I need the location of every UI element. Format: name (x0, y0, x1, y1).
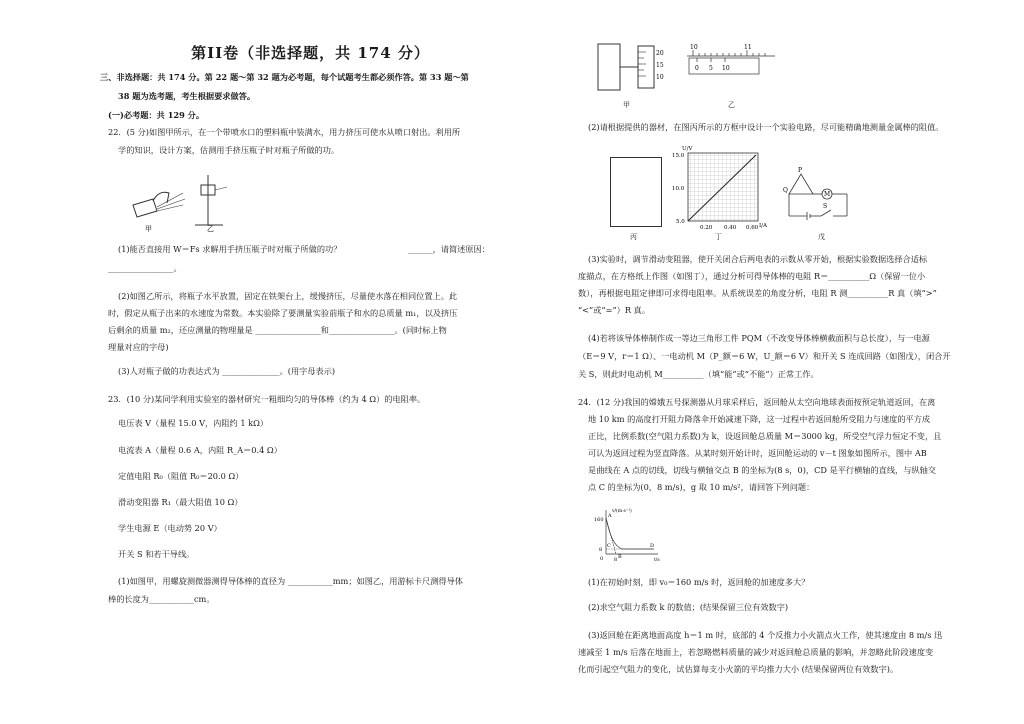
fig-label-jia: 甲 (145, 225, 152, 233)
q22-part2-line3: 后剩余的质量 m₂，还应测量的物理量是 ________________和________________。(同时标上物 (108, 325, 447, 335)
caliper-main-10: 10 (690, 44, 698, 51)
q22-part2-line2: 时，假定从瓶子出来的水速度为常数。本实验除了要测量实验前瓶子和水的总质量 m₁，以及挤压 (108, 308, 458, 318)
q23-item-switch: 开关 S 和若干导线。 (118, 549, 195, 559)
q23-part4-line2: （E＝9 V，r＝1 Ω）、一电动机 M（P_额＝6 W，U_额＝6 V）和开关 S 连成回路（如图戊），闭合开 (578, 351, 951, 361)
q22-part2-line1: (2)如图乙所示，将瓶子水平放置，固定在铁架台上，缓慢挤压，尽量使水落在相同位置上。此 (118, 291, 458, 301)
q24-part1: (1)在初始时刻，即 v₀＝160 m/s 时，返回舱的加速度多大？ (588, 577, 810, 587)
water-spray-lines (157, 193, 185, 211)
q23-part3-line1: (3)实验时，调节滑动变阻器，使开关闭合后两电表的示数从零开始，根据实验数据选择合适标 (588, 254, 928, 264)
vt-origin: 0 (600, 556, 604, 562)
caliper-figure (683, 42, 778, 82)
section-instruction-1: 三、非选择题：共 174 分。第 22 题～第 32 题为必考题，每个试题考生都必须作答。第 33 题～第 (100, 72, 469, 82)
bottle-body (133, 199, 157, 217)
caliper-main-11: 11 (744, 44, 752, 51)
q23-part1-line1: (1)如图甲，用螺旋测微器测得导体棒的直径为 ___________mm；如图乙，用游标卡尺测得导体 (118, 576, 463, 586)
q23-item-rheostat: 滑动变阻器 R₁（最大阻值 10 Ω） (118, 497, 243, 507)
fig-label-bing: 丙 (630, 233, 637, 241)
q23-part1-line2: 棒的长度为___________cm。 (108, 594, 215, 604)
fig-label-ding: 丁 (715, 233, 722, 241)
page-title: 第II卷（非选择题，共 174 分） (191, 44, 430, 62)
required-heading: (一)必考题：共 129 分。 (108, 110, 205, 120)
micrometer-tick-20: 20 (656, 50, 664, 57)
q23-item-resistor: 定值电阻 R₀（阻值 R₀＝20.0 Ω） (118, 471, 244, 481)
caliper-vernier-0: 0 (695, 65, 699, 72)
circuit-wu (783, 166, 855, 228)
triangle-conductor (789, 174, 813, 194)
q24-part2: (2)求空气阻力系数 k 的数值；(结果保留三位有效数字) (588, 602, 789, 612)
vt-point-d: D (650, 543, 655, 549)
q24-line1: 24．(12 分)我国的嫦娥五号探测器从月球采样后，返回舱从太空向地球表面按预定轨道返回，在离 (578, 397, 936, 407)
vt-x8: 8 (614, 557, 618, 563)
micrometer-tick-15: 15 (656, 62, 664, 69)
q24-part3-line3: 化而引起空气阻力的变化，试估算每支小火箭的平均推力大小 (结果保留两位有效数字)。 (578, 664, 899, 674)
q22-part1-answer: ______，请简述原因： (408, 244, 490, 254)
ui-xtick-040: 0.40 (724, 225, 737, 231)
vt-y160: 160 (594, 517, 604, 523)
q23-part3-line4: “<”或“=”）R 真。 (578, 305, 650, 315)
q23-part3-line3: 数），再根据电阻定律即可求得电阻率。从系统误差的角度分析，电阻 R 测__________R 真（填“>” (578, 288, 937, 298)
q24-line2: 地 10 km 的高度打开阻力降落伞开始减速下降，这一过程中若返回舱所受阻力与速度的平方成 (588, 414, 931, 424)
hand-outline (153, 192, 169, 203)
q22-line2: 学的知识，设计方案，估测用手挤压瓶子时对瓶子所做的功。 (118, 145, 340, 155)
ui-graph (670, 143, 770, 233)
fig-label-jia-right: 甲 (623, 101, 630, 109)
q23-item-source: 学生电源 E（电动势 20 V） (118, 523, 222, 533)
vt-point-c: C (607, 543, 611, 549)
q22-part3: (3)人对瓶子做的功表达式为 ______________。(用字母表示) (118, 366, 336, 376)
vt-y8: 8 (599, 547, 603, 553)
caliper-vernier-10: 10 (722, 65, 730, 72)
q22-figure (123, 163, 233, 233)
q23-part4-line3: 关 S，则此时电动机 M__________（填“能”或“不能”）正常工作。 (578, 369, 819, 379)
vt-xlabel: t/s (654, 558, 660, 563)
vt-curve (606, 518, 654, 549)
ui-xlabel: I/A (759, 223, 767, 229)
micrometer-frame (598, 44, 620, 90)
q24-line3: 正比，比例系数(空气阻力系数)为 k，设返回舱总质量 M＝3000 kg，所受空气浮力恒定不变，且 (588, 431, 942, 441)
q23-intro: 23．(10 分)某同学利用实验室的器材研究一粗细均匀的导体棒（约为 4 Ω）的电阻率。 (108, 394, 426, 404)
caliper-vernier-5: 5 (709, 65, 713, 72)
circuit-label-p: P (798, 167, 803, 174)
micrometer-tick-10: 10 (656, 74, 664, 81)
circuit-label-q: Q (783, 187, 788, 194)
circuit-design-box (610, 157, 662, 227)
section-instruction-2: 38 题为选考题，考生根据要求做答。 (118, 91, 256, 101)
switch-symbol (821, 210, 831, 216)
fig-label-wu: 戊 (818, 233, 825, 241)
q24-part3-line1: (3)返回舱在距离地面高度 h＝1 m 时，底部的 4 个反推力小火箭点火工作，使其速度由 8 m/s 迅 (588, 630, 943, 640)
ui-ytick-15: 15.0 (672, 153, 685, 159)
ui-ylabel: U/V (682, 146, 693, 152)
micrometer-figure (596, 38, 666, 100)
ui-xtick-020: 0.20 (700, 225, 713, 231)
q24-line5: 是曲线在 A 点的切线，切线与横轴交点 B 的坐标为(8 s，0)，CD 是平行横轴的直线，与纵轴交 (588, 465, 936, 475)
water-jet (215, 187, 227, 190)
ui-ytick-5: 5.0 (676, 219, 685, 225)
q22-part1-question: (1)能否直接用 W＝Fs 求解用手挤压瓶子时对瓶子所做的功？ (118, 244, 342, 254)
q24-part3-line2: 速减至 1 m/s 后落在地面上，若忽略燃料质量的减少对返回舱总质量的影响，并忽略此阶段速度变 (578, 647, 934, 657)
q23-part3-line2: 度描点，在方格纸上作图（如图丁），通过分析可得导体棒的电阻 R＝__________Ω（保留一位小 (578, 271, 926, 281)
q24-line4: 可认为返回过程为竖直降落。从某时刻开始计时，返回舱运动的 v－t 图象如图所示，图中 AB (588, 448, 927, 458)
q22-part2-line4: 理量对应的字母) (108, 342, 169, 352)
vt-point-a: A (608, 513, 612, 519)
ui-ytick-10: 10.0 (672, 186, 685, 192)
fig-label-yi-right: 乙 (728, 101, 735, 109)
q22-part1-reason: ________________。 (108, 263, 182, 273)
fig-label-yi: 乙 (207, 225, 214, 233)
q24-line6: 点 C 的坐标为(0，8 m/s)，g 取 10 m/s²，请回答下列问题： (588, 482, 815, 492)
vt-point-b: B (618, 554, 622, 560)
q22-line1: 22．(5 分)如图甲所示，在一个带喷水口的塑料瓶中装满水，用力挤压可使水从喷口射出。利用所 (108, 127, 461, 137)
q23-item-ammeter: 电流表 A（量程 0.6 A，内阻 R_A＝0.4 Ω） (118, 445, 282, 455)
circuit-label-m: M (824, 191, 831, 198)
circuit-label-s: S (823, 203, 828, 210)
ui-xtick-060: 0.60 (746, 225, 759, 231)
vt-ylabel: v/(m·s⁻¹) (612, 509, 632, 514)
q23-part2: (2)请根据提供的器材，在图丙所示的方框中设计一个实验电路，尽可能精确地测量金属棒的阻值。 (588, 122, 944, 132)
vt-graph (592, 506, 662, 564)
q23-item-voltmeter: 电压表 V（量程 15.0 V，内阻约 1 kΩ） (118, 418, 269, 428)
q23-part4-line1: (4)若将该导体棒制作成一等边三角形工件 PQM（不改变导体棒横截面积与总长度），与一电源 (588, 333, 930, 343)
